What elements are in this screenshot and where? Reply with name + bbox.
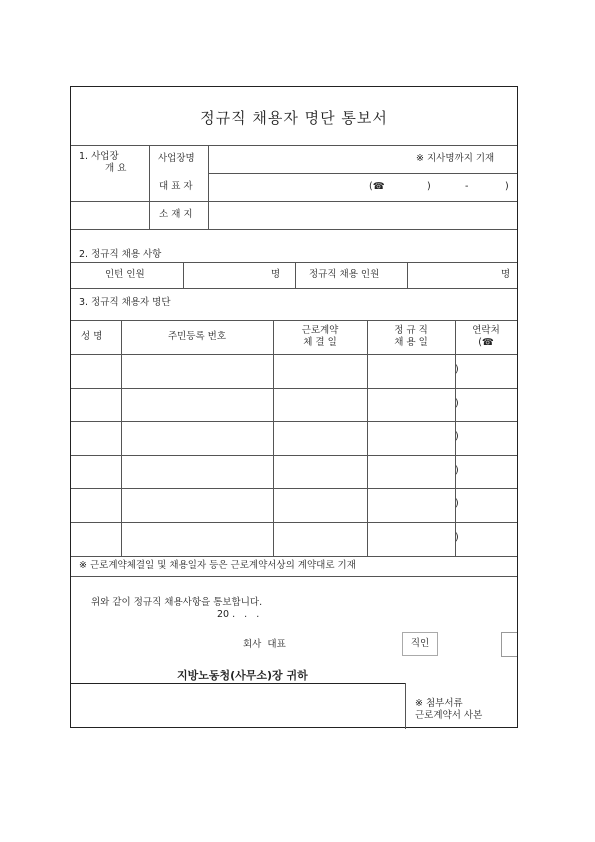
business-name-label: 사업장명 [158,153,195,164]
table-note: ※ 근로계약체결일 및 채용일자 등은 근로계약서상의 계약대로 기재 [79,560,356,571]
intern-count-label: 인턴 인원 [105,269,145,280]
divider [71,683,405,684]
contact-close: ) [455,532,459,543]
contact-close: ) [455,398,459,409]
phone-end: ) [505,181,509,192]
col-id-header: 주민등록 번호 [167,331,227,342]
seal-label: 직인 [410,638,430,649]
col-hire-header: 정 규 직 [394,325,428,336]
divider [405,683,406,729]
phone-close: ) [427,181,431,192]
attachment-title: ※ 첨부서류 [415,698,463,709]
col-contact-header-2: (☎ [478,337,494,348]
divider [71,556,517,557]
divider [149,145,150,229]
col-name-header: 성 명 [81,331,103,342]
divider [501,632,517,633]
signature-label: 회사 대표 [243,639,286,650]
address-label: 소 재 지 [159,209,193,220]
notification-form [70,86,518,728]
table-row [71,488,517,522]
divider [71,320,517,321]
representative-label: 대 표 자 [159,181,193,192]
table-row [71,421,517,455]
section1-heading-sub: 개 요 [105,163,127,174]
intern-count-unit: 명 [271,269,281,280]
addressee: 지방노동청(사무소)장 귀하 [177,669,308,682]
phone-dash: - [465,181,469,192]
divider [71,229,517,230]
statement-text: 위와 같이 정규직 채용사항을 통보합니다. [91,597,263,608]
contact-close: ) [455,364,459,375]
divider [71,576,517,577]
contact-close: ) [455,498,459,509]
seal-box [402,632,438,656]
divider [209,173,517,174]
contact-close: ) [455,465,459,476]
divider [501,656,517,657]
divider [295,262,296,288]
divider [71,145,517,146]
col-contract-header: 근로계약 [301,325,339,336]
divider [71,201,517,202]
regular-count-label: 정규직 채용 인원 [309,269,380,280]
col-hire-header-2: 채 용 일 [394,337,428,348]
col-contract-header-2: 체 결 일 [303,337,337,348]
form-title: 정규직 채용자 명단 통보서 [200,109,388,127]
divider [501,632,502,656]
divider [71,262,517,263]
divider [71,288,517,289]
divider [183,262,184,288]
phone-open: (☎ [369,181,385,192]
section3-heading: 3. 정규직 채용자 명단 [79,297,171,308]
divider [407,262,408,288]
regular-count-unit: 명 [501,269,511,280]
table-row [71,388,517,421]
table-row [71,522,517,556]
business-name-note: ※ 지사명까지 기재 [416,153,495,164]
section2-heading: 2. 정규직 채용 사항 [79,249,162,260]
table-row [71,354,517,388]
section1-heading: 1. 사업장 [79,151,119,162]
date-line: 20 . . . [217,609,260,620]
attachment-item: 근로계약서 사본 [415,710,483,721]
table-row [71,455,517,488]
col-contact-header: 연락처 [472,325,500,336]
contact-close: ) [455,431,459,442]
divider [208,145,209,229]
